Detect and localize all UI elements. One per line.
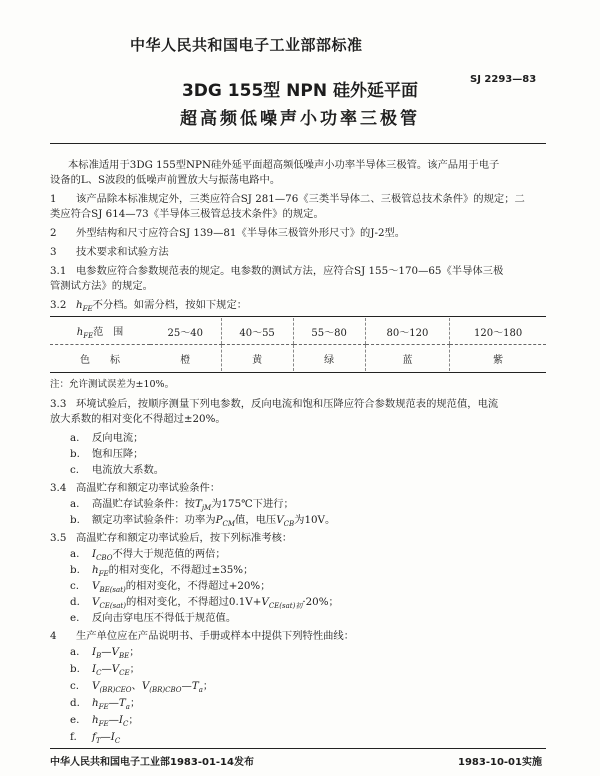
item-text: 反向击穿电压不得低于规范值。 xyxy=(92,612,237,624)
item-text: 饱和压降； xyxy=(92,448,144,460)
list-item xyxy=(70,463,164,478)
vce-sat-symbol: V xyxy=(261,596,269,608)
table-note: 注：允许测试误差为±10%。 xyxy=(50,379,175,390)
tjm-symbol: T xyxy=(194,498,202,510)
section-3-4-text: 高温贮存和额定功率试验条件： xyxy=(76,482,221,494)
section-3-1-text: 电参数应符合参数规范表的规定。电参数的测试方法，应符合SJ 155～170—65《半导体三极 xyxy=(76,265,504,277)
vce-sat-symbol: V xyxy=(92,596,100,608)
subscript: FE xyxy=(98,720,109,729)
intro-line-2: 设备的L、S波段的低噪声前置放大与振荡电路中。 xyxy=(50,174,281,186)
symbol: h xyxy=(92,714,99,726)
symbol: V xyxy=(111,663,120,675)
subscript: (BR)CEO xyxy=(99,686,132,695)
item-text: 额定功率试验条件：功率为 xyxy=(92,514,216,526)
hfe-subscript: FE xyxy=(83,331,94,340)
title-line-2: 超高频低噪声小功率三极管 xyxy=(180,109,420,129)
list-item xyxy=(70,431,143,446)
item-letter: f. xyxy=(70,731,77,743)
symbol: I xyxy=(118,714,123,726)
color-cell: 黄 xyxy=(221,345,293,372)
tail: ； xyxy=(128,714,139,726)
item-text: 值，电压 xyxy=(235,514,277,526)
subscript: CE xyxy=(119,669,130,678)
subscript: a xyxy=(198,686,203,695)
symbol: I xyxy=(92,646,97,658)
section-number: 3.5 xyxy=(50,532,67,544)
section-3-4 xyxy=(50,481,546,496)
tail: ； xyxy=(129,646,140,658)
section-3-3-cont: 放大系数的相对变化不得超过±20%。 xyxy=(50,413,226,425)
section-3-5 xyxy=(50,531,546,546)
section-3-5-text: 高温贮存和额定功率试验后，按下列标准考核： xyxy=(76,532,293,544)
section-1-text: 该产品除本标准规定外，三类应符合SJ 281—76《三类半导体二、三极管总技术条件》的规定；二 xyxy=(76,193,525,205)
subscript: C xyxy=(114,737,121,746)
section-4 xyxy=(50,629,546,644)
subscript: B xyxy=(96,652,102,661)
curve-item xyxy=(70,730,120,749)
vce-sat-subscript: CE(sat) xyxy=(99,602,126,611)
item-text: 为10V。 xyxy=(294,514,336,526)
issuing-org: 中华人民共和国电子工业部部标准 xyxy=(130,36,363,54)
section-2 xyxy=(50,226,546,241)
section-number: 3.4 xyxy=(50,482,67,494)
tjm-subscript: jM xyxy=(201,504,212,513)
symbol: T xyxy=(118,697,126,709)
subscript: (BR)CBO xyxy=(149,686,182,695)
subscript: C xyxy=(122,720,129,729)
item-text: 的相对变化，不得超过+20%； xyxy=(125,580,271,592)
subscript: FE xyxy=(98,703,109,712)
section-3-3-text: 环境试验后，按顺序测量下列电参数，反向电流和饱和压降应符合参数规范表的规范值，电流 xyxy=(76,398,499,410)
symbol: V xyxy=(111,646,119,658)
subscript: a xyxy=(125,703,130,712)
section-number: 2 xyxy=(50,227,57,239)
table-row xyxy=(50,318,546,345)
tail: ； xyxy=(129,697,141,709)
list-item xyxy=(70,513,335,532)
vcb-symbol: V xyxy=(276,514,284,526)
item-letter: e. xyxy=(70,612,80,624)
standard-number: SJ 2293—83 xyxy=(470,74,537,85)
color-cell: 紫 xyxy=(450,345,546,372)
hfe-subscript: FE xyxy=(82,305,93,314)
color-cell: 绿 xyxy=(293,345,365,372)
section-number: 1 xyxy=(50,193,57,205)
hfe-symbol: h xyxy=(92,564,99,576)
section-4-text: 生产单位应在产品说明书、手册或样本中提供下列特性曲线： xyxy=(76,630,355,642)
range-cell: 80～120 xyxy=(365,318,450,345)
range-cell: 120～180 xyxy=(450,318,546,345)
dash: — xyxy=(100,731,111,743)
color-header: 色 标 xyxy=(80,354,120,366)
section-1 xyxy=(50,192,546,207)
item-text: 电流放大系数。 xyxy=(92,464,165,476)
list-item xyxy=(70,447,143,462)
intro-line-1: 本标准适用于3DG 155型NPN硅外延平面超高频低噪声小功率半导体三极管。该产品用于电子 xyxy=(68,159,500,171)
tail: ； xyxy=(202,680,214,692)
section-3-1-cont: 管测试方法》的规定。 xyxy=(50,280,153,292)
item-letter: b. xyxy=(70,663,80,675)
hfe-subscript: FE xyxy=(98,570,109,579)
color-cell: 橙 xyxy=(180,354,191,366)
symbol: h xyxy=(92,697,99,709)
section-3-3 xyxy=(50,397,546,412)
subscript: T xyxy=(95,737,101,746)
pcm-subscript: CM xyxy=(222,520,236,529)
top-rule xyxy=(50,143,546,144)
issue-date: 中华人民共和国电子工业部1983-01-14发布 xyxy=(50,757,254,768)
item-letter: d. xyxy=(70,697,80,709)
item-letter: a. xyxy=(70,432,80,444)
section-number: 3 xyxy=(50,246,57,258)
item-letter: d. xyxy=(70,596,80,608)
item-text: ·20%； xyxy=(302,596,339,608)
vbe-sat-symbol: V xyxy=(92,580,100,592)
section-1-cont: 类应符合SJ 614—73《半导体三极管总技术条件》的规定。 xyxy=(50,208,324,220)
pcm-symbol: P xyxy=(215,514,223,526)
vbe-sat-subscript: BE(sat) xyxy=(99,586,126,595)
item-letter: c. xyxy=(70,464,80,476)
hfe-symbol: h xyxy=(76,299,83,311)
dash: — xyxy=(101,646,112,658)
symbol: I xyxy=(110,731,115,743)
dash: — xyxy=(108,714,119,726)
section-3-1 xyxy=(50,264,546,279)
range-cell: 25～40 xyxy=(150,318,221,345)
section-3 xyxy=(50,245,546,260)
item-letter: a. xyxy=(70,548,80,560)
hfe-symbol: h xyxy=(76,326,84,338)
item-text: 反向电流； xyxy=(92,432,144,444)
vcb-subscript: CB xyxy=(283,520,295,529)
hfe-grade-table xyxy=(50,318,546,371)
item-letter: c. xyxy=(70,580,80,592)
symbol: V xyxy=(141,680,150,692)
item-letter: b. xyxy=(70,514,80,526)
title-line-1: 3DG 155型 NPN 硅外延平面 xyxy=(181,81,419,101)
section-number: 3.1 xyxy=(50,265,67,277)
dash: — xyxy=(101,663,112,675)
item-letter: c. xyxy=(70,680,80,692)
section-3-2-text: 不分档。如需分档，按如下规定： xyxy=(92,299,248,311)
range-cell: 40～55 xyxy=(221,318,293,345)
vce-sat-initial-subscript: CE(sat)初 xyxy=(268,602,303,611)
section-number: 3.3 xyxy=(50,398,67,410)
item-text: 不得大于规范值的两倍； xyxy=(112,548,226,560)
icbo-subscript: CBO xyxy=(96,554,113,563)
symbol: V xyxy=(92,680,100,692)
list-item xyxy=(70,611,236,626)
section-number: 3.2 xyxy=(50,299,67,311)
item-letter: b. xyxy=(70,448,80,460)
table-row xyxy=(50,345,546,372)
item-text: 的相对变化，不得超过0.1V+ xyxy=(125,596,262,608)
section-2-text: 外型结构和尺寸应符合SJ 139—81《半导体三极管外形尺寸》的J-2型。 xyxy=(76,227,406,239)
symbol: I xyxy=(92,663,97,675)
item-letter: a. xyxy=(70,646,80,658)
table-bottom-rule xyxy=(50,372,546,373)
icbo-symbol: I xyxy=(92,548,97,560)
subscript: BE xyxy=(118,652,130,661)
section-3-2 xyxy=(50,298,546,317)
item-letter: e. xyxy=(70,714,80,726)
tail: —T xyxy=(181,680,199,692)
tail: ； xyxy=(129,663,140,675)
bottom-rule xyxy=(50,748,546,749)
item-text: 的相对变化，不得超过±35%； xyxy=(108,564,254,576)
dash: 、 xyxy=(131,680,142,692)
section-3-text: 技术要求和试验方法 xyxy=(76,246,169,258)
table-top-rule xyxy=(50,316,546,317)
subscript: C xyxy=(96,669,102,678)
effective-date: 1983-10-01实施 xyxy=(458,757,542,768)
dash: — xyxy=(108,697,119,709)
symbol: f xyxy=(92,731,96,743)
item-text: 高温贮存试验条件：按 xyxy=(92,498,195,510)
range-label: 范 围 xyxy=(93,326,124,338)
range-cell: 55～80 xyxy=(293,318,365,345)
item-letter: a. xyxy=(70,498,80,510)
color-cell: 蓝 xyxy=(365,345,450,372)
item-text: 为175℃下进行； xyxy=(211,498,294,510)
range-header xyxy=(50,318,150,345)
section-number: 4 xyxy=(50,630,57,642)
item-letter: b. xyxy=(70,564,80,576)
